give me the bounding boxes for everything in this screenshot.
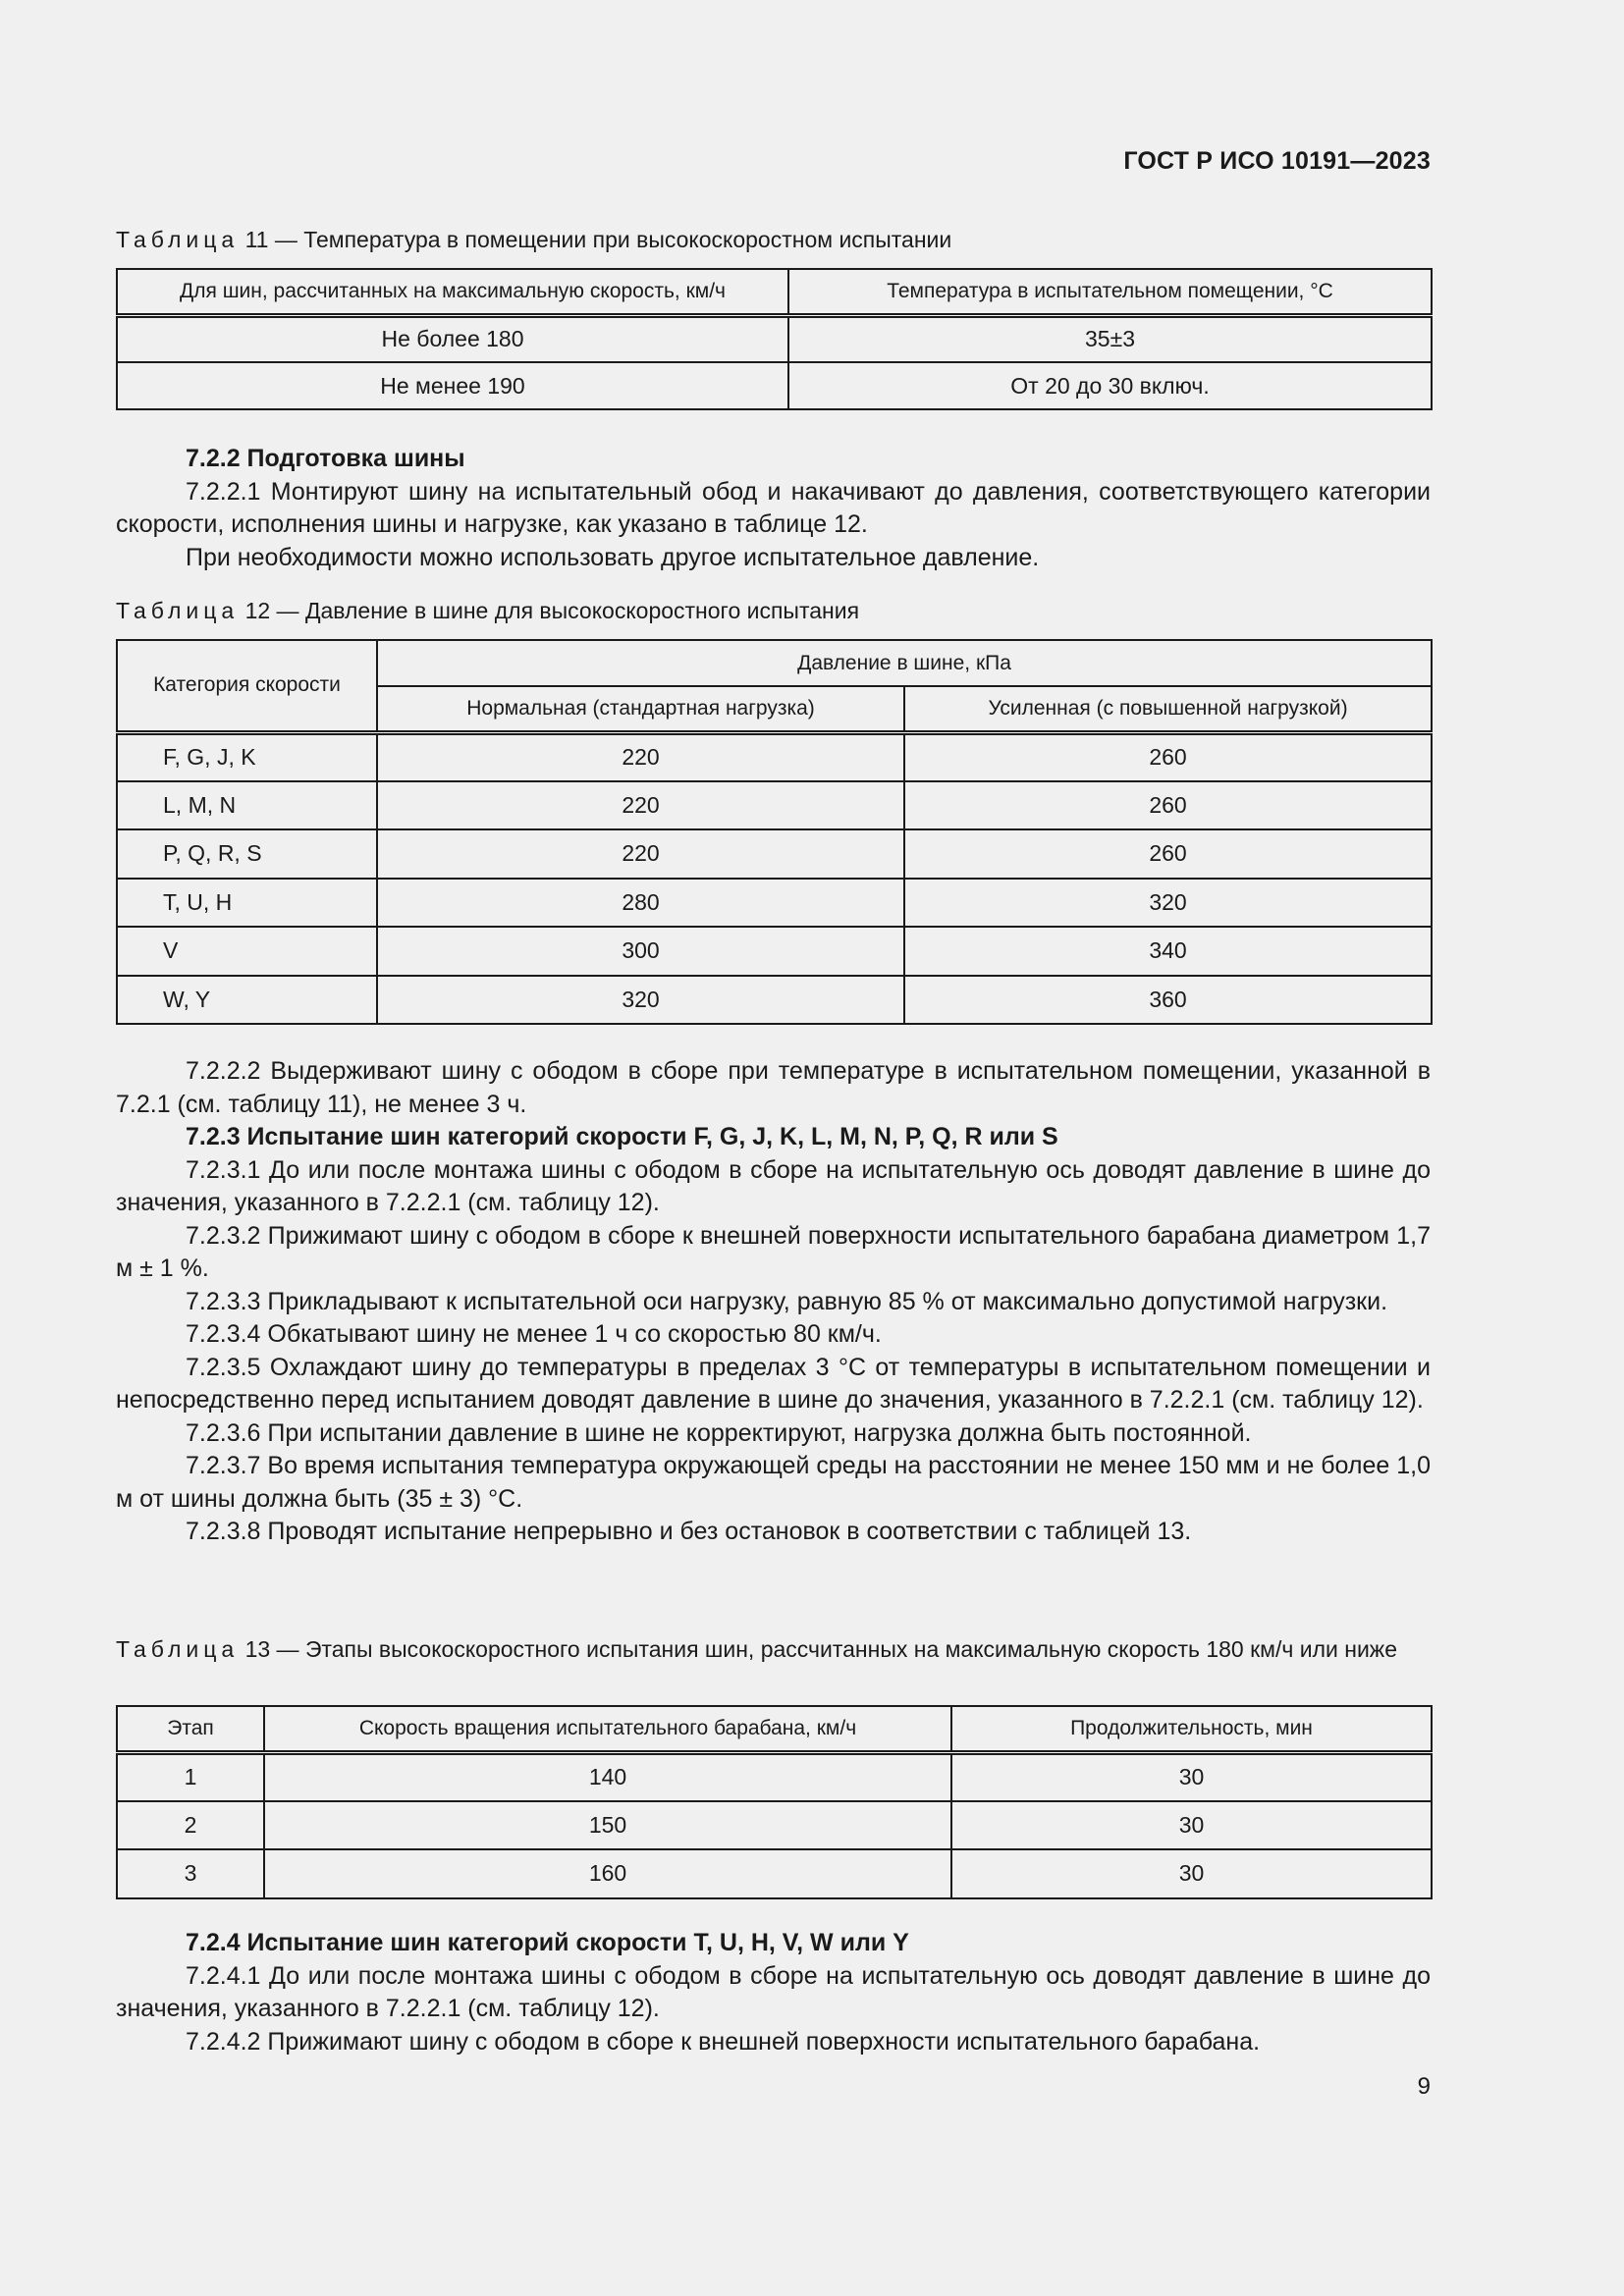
section-7-2-3 xyxy=(116,1055,1431,1549)
table-13-cell-speed: 140 xyxy=(264,1752,951,1801)
table-12-cell-reinforced: 260 xyxy=(904,781,1432,830)
table-12 xyxy=(116,639,1433,1025)
paragraph-7-2-3-6: 7.2.3.6 При испытании давление в шине не корректируют, нагрузка должна быть постоянной. xyxy=(186,1418,1252,1447)
table-13-cell-stage: 3 xyxy=(117,1849,264,1898)
table-13-header-duration: Продолжительность, мин xyxy=(951,1706,1432,1752)
table-13-cell-speed: 150 xyxy=(264,1801,951,1850)
table-12-cell-normal: 220 xyxy=(377,781,904,830)
table-12-caption xyxy=(116,595,1431,626)
table-row xyxy=(117,1752,1432,1801)
paragraph-7-2-2-note: При необходимости можно использовать другое испытательное давление. xyxy=(186,543,1040,571)
paragraph-7-2-4-1: 7.2.4.1 До или после монтажа шины с ободом в сборе на испытательную ось доводят давление в шине до значения, указанного в 7.2.2.1 (см. таблицу 12). xyxy=(116,1961,1431,2022)
table-11-caption-text: 11 — Температура в помещении при высокоскоростном испытании xyxy=(239,227,952,252)
table-12-cell-reinforced: 260 xyxy=(904,732,1432,781)
paragraph-7-2-3-8: 7.2.3.8 Проводят испытание непрерывно и без остановок в соответствии с таблицей 13. xyxy=(186,1518,1192,1545)
table-12-cell-reinforced: 260 xyxy=(904,829,1432,879)
table-row xyxy=(117,732,1432,781)
paragraph-7-2-3-2: 7.2.3.2 Прижимают шину с ободом в сборе к внешней поверхности испытательного барабана диаметром 1,7 м ± 1 %. xyxy=(116,1221,1431,1282)
section-7-2-2-heading: 7.2.2 Подготовка шины xyxy=(186,445,465,472)
standard-header: ГОСТ Р ИСО 10191—2023 xyxy=(1123,147,1431,175)
table-11 xyxy=(116,268,1433,410)
table-12-cell-category: F, G, J, K xyxy=(117,732,377,781)
table-12-cell-normal: 220 xyxy=(377,829,904,879)
paragraph-7-2-3-5: 7.2.3.5 Охлаждают шину до температуры в пределах 3 °С от температуры в испытательном помещении и непосредственно перед испытанием доводят давление в шине до значения, указанного в 7.2.2.1 (см. таблицу 12). xyxy=(116,1353,1431,1414)
table-12-cell-category: V xyxy=(117,927,377,976)
table-12-cell-normal: 320 xyxy=(377,976,904,1025)
table-13-cell-duration: 30 xyxy=(951,1801,1432,1850)
table-11-header-temp: Температура в испытательном помещении, °С xyxy=(788,269,1432,315)
table-12-header-reinforced: Усиленная (с повышенной нагрузкой) xyxy=(904,686,1432,732)
table-12-cell-category: W, Y xyxy=(117,976,377,1025)
paragraph-7-2-3-4: 7.2.3.4 Обкатывают шину не менее 1 ч со скоростью 80 км/ч. xyxy=(186,1320,882,1348)
table-11-caption-prefix: Таблица xyxy=(116,227,240,252)
table-row xyxy=(117,315,1432,362)
paragraph-7-2-3-3: 7.2.3.3 Прикладывают к испытательной оси нагрузку, равную 85 % от максимально допустимой нагрузки. xyxy=(186,1287,1388,1315)
table-row xyxy=(117,1849,1432,1898)
table-13-caption xyxy=(116,1633,1431,1665)
paragraph-7-2-2-2: 7.2.2.2 Выдерживают шину с ободом в сборе при температуре в испытательном помещении, указанной в 7.2.1 (см. таблицу 11), не менее 3 ч. xyxy=(116,1057,1431,1118)
table-12-header-normal: Нормальная (стандартная нагрузка) xyxy=(377,686,904,732)
table-row xyxy=(117,879,1432,928)
page-number: 9 xyxy=(1417,2073,1431,2100)
table-13-caption-prefix: Таблица xyxy=(116,1636,240,1662)
table-13-caption-text: 13 — Этапы высокоскоростного испытания шин, рассчитанных на максимальную скорость 180 км/ч или ниже xyxy=(239,1636,1397,1662)
table-13-cell-duration: 30 xyxy=(951,1849,1432,1898)
table-12-caption-text: 12 — Давление в шине для высокоскоростного испытания xyxy=(239,598,860,623)
table-12-header-category: Категория скорости xyxy=(117,640,377,732)
table-row xyxy=(117,976,1432,1025)
table-11-caption xyxy=(116,224,1431,255)
table-11-cell-speed: Не более 180 xyxy=(117,315,788,362)
table-row xyxy=(117,362,1432,409)
table-12-cell-category: P, Q, R, S xyxy=(117,829,377,879)
table-row xyxy=(117,927,1432,976)
table-row xyxy=(117,781,1432,830)
paragraph-7-2-3-7: 7.2.3.7 Во время испытания температура окружающей среды на расстоянии не менее 150 мм и не более 1,0 м от шины должна быть (35 ± 3) °С. xyxy=(116,1452,1432,1513)
table-11-cell-temp: 35±3 xyxy=(788,315,1432,362)
paragraph-7-2-2-1: 7.2.2.1 Монтируют шину на испытательный обод и накачивают до давления, соответствующего категории скорости, исполнения шины и нагрузке, как указано в таблице 12. xyxy=(116,477,1431,538)
table-12-header-pressure: Давление в шине, кПа xyxy=(377,640,1432,686)
table-row xyxy=(117,829,1432,879)
table-13-header-speed: Скорость вращения испытательного барабана, км/ч xyxy=(264,1706,951,1752)
table-11-cell-speed: Не менее 190 xyxy=(117,362,788,409)
paragraph-7-2-3-1: 7.2.3.1 До или после монтажа шины с ободом в сборе на испытательную ось доводят давление в шине до значения, указанного в 7.2.2.1 (см. таблицу 12). xyxy=(116,1155,1431,1216)
table-13-cell-stage: 2 xyxy=(117,1801,264,1850)
table-12-cell-category: L, M, N xyxy=(117,781,377,830)
section-7-2-4 xyxy=(116,1927,1431,2058)
table-12-cell-category: T, U, H xyxy=(117,879,377,928)
table-12-cell-reinforced: 360 xyxy=(904,976,1432,1025)
paragraph-7-2-4-2: 7.2.4.2 Прижимают шину с ободом в сборе к внешней поверхности испытательного барабана. xyxy=(186,2027,1261,2056)
table-11-cell-temp: От 20 до 30 включ. xyxy=(788,362,1432,409)
section-7-2-2 xyxy=(116,443,1431,574)
table-13-cell-duration: 30 xyxy=(951,1752,1432,1801)
table-12-cell-reinforced: 320 xyxy=(904,879,1432,928)
table-12-cell-normal: 280 xyxy=(377,879,904,928)
table-12-caption-prefix: Таблица xyxy=(116,598,240,623)
table-13-cell-stage: 1 xyxy=(117,1752,264,1801)
table-12-cell-normal: 300 xyxy=(377,927,904,976)
table-13-header-stage: Этап xyxy=(117,1706,264,1752)
table-row xyxy=(117,1801,1432,1850)
table-13-cell-speed: 160 xyxy=(264,1849,951,1898)
section-7-2-3-heading: 7.2.3 Испытание шин категорий скорости F, G, J, K, L, M, N, P, Q, R или S xyxy=(186,1123,1058,1150)
section-7-2-4-heading: 7.2.4 Испытание шин категорий скорости T, U, H, V, W или Y xyxy=(186,1929,909,1956)
table-12-cell-reinforced: 340 xyxy=(904,927,1432,976)
table-12-cell-normal: 220 xyxy=(377,732,904,781)
table-13 xyxy=(116,1705,1433,1899)
table-11-header-speed: Для шин, рассчитанных на максимальную скорость, км/ч xyxy=(117,269,788,315)
